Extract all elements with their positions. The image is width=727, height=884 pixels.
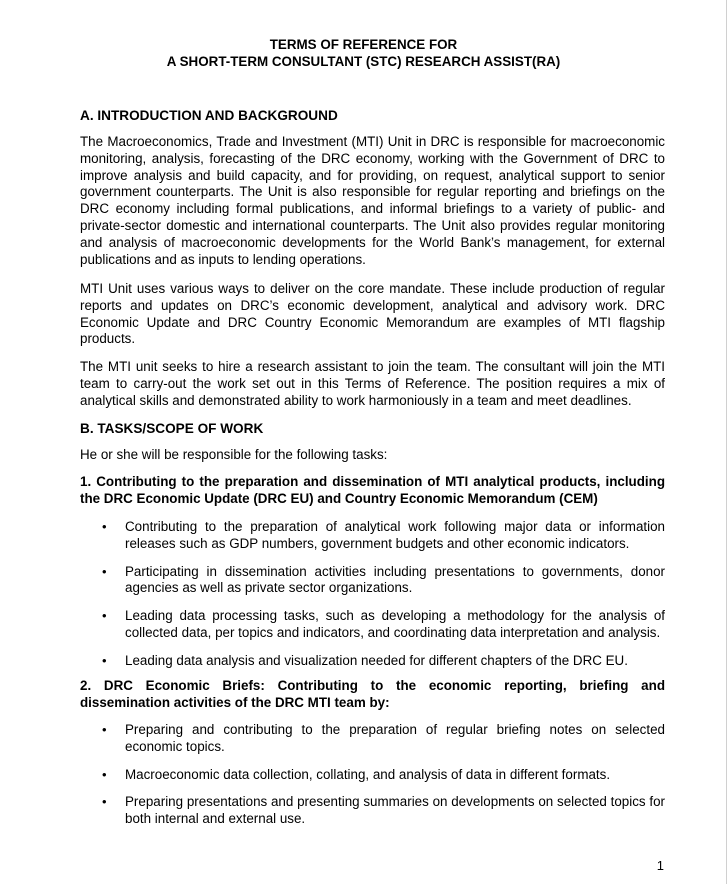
list-item-text: Participating in dissemination activities including presentations to governments, donor agencies as well as private sector organizations.	[125, 563, 665, 596]
document-title-line-1: TERMS OF REFERENCE FOR	[269, 37, 458, 52]
bullet-icon: •	[102, 722, 107, 737]
section-b-intro: He or she will be responsible for the following tasks:	[80, 447, 388, 462]
bullet-icon: •	[102, 794, 107, 810]
task-1-heading: 1. Contributing to the preparation and dissemination of MTI analytical products, including the DRC Economic Update (DRC EU) and Country Economic Memorandum (CEM)	[80, 474, 665, 506]
task-2-bullet-list	[80, 722, 665, 828]
section-a-paragraph-1: The Macroeconomics, Trade and Investment (MTI) Unit in DRC is responsible for macroeconomic monitoring, analysis, forecasting of the DRC economy, working with the Government of DRC to improve analysis and build capacity, and for providing, on request, analytical support to senior government counterparts. The Unit is also responsible for regular reporting and briefings on the DRC economy including formal publications, and informal briefings to a variety of public- and private-sector domestic and international counterparts. The Unit also provides regular monitoring and analysis of macroeconomic developments for the World Bank’s management, for external publications and as inputs to lending operations.	[80, 134, 665, 267]
list-item	[80, 653, 665, 670]
list-item	[80, 608, 665, 642]
list-item	[80, 564, 665, 598]
bullet-icon: •	[102, 519, 107, 534]
bullet-icon: •	[102, 652, 107, 668]
section-b-heading: B. TASKS/SCOPE OF WORK	[80, 421, 264, 436]
section-a-heading: A. INTRODUCTION AND BACKGROUND	[80, 108, 338, 123]
list-item	[80, 794, 665, 828]
list-item-text: Preparing presentations and presenting summaries on developments on selected topics for both internal and external use.	[125, 794, 665, 827]
page-number: 1	[656, 858, 664, 873]
document-title-line-2: A SHORT-TERM CONSULTANT (STC) RESEARCH ASSIST(RA)	[166, 54, 561, 69]
list-item	[80, 519, 665, 553]
list-item-text: Leading data processing tasks, such as developing a methodology for the analysis of collected data, per topics and indicators, and coordinating data interpretation and analysis.	[125, 608, 665, 640]
section-a-paragraph-3: The MTI unit seeks to hire a research assistant to join the team. The consultant will join the MTI team to carry-out the work set out in this Terms of Reference. The position requires a mix of analytical skills and demonstrated ability to work harmoniously in a team and meet deadlines.	[80, 359, 665, 408]
list-item-text: Macroeconomic data collection, collating, and analysis of data in different formats.	[125, 766, 611, 782]
section-a-paragraph-2: MTI Unit uses various ways to deliver on the core mandate. These include production of regular reports and updates on DRC’s economic development, analytical and advisory work. DRC Economic Update and DRC Country Economic Memorandum are examples of MTI flagship products.	[80, 281, 665, 347]
list-item	[80, 722, 665, 756]
bullet-icon: •	[102, 563, 107, 579]
task-2-heading: 2. DRC Economic Briefs: Contributing to the economic reporting, briefing and dissemination activities of the DRC MTI team by:	[80, 678, 665, 710]
list-item-text: Leading data analysis and visualization needed for different chapters of the DRC EU.	[125, 652, 628, 668]
list-item	[80, 767, 665, 784]
task-1-bullet-list	[80, 519, 665, 670]
list-item-text: Contributing to the preparation of analytical work following major data or information releases such as GDP numbers, government budgets and other economic indicators.	[125, 519, 665, 551]
bullet-icon: •	[102, 608, 107, 624]
bullet-icon: •	[102, 766, 107, 782]
list-item-text: Preparing and contributing to the preparation of regular briefing notes on selected economic topics.	[125, 722, 665, 754]
